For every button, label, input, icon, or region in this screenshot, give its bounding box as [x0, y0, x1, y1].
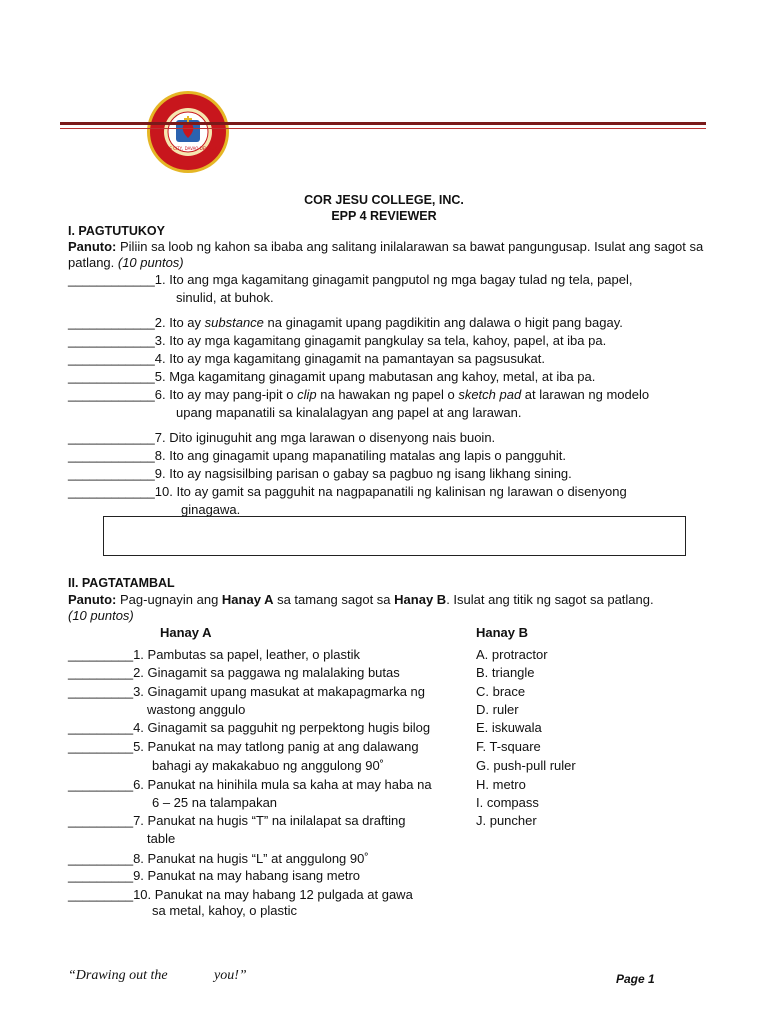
footer-motto-start: “Drawing out the: [68, 968, 168, 983]
school-seal: [146, 90, 230, 174]
item-number: 7.: [154, 430, 166, 445]
item-text: Ginagamit sa pagguhit ng perpektong hugis bilog: [143, 720, 431, 735]
item-text: Panukat na may tatlong panig at ang dalawang: [143, 739, 419, 754]
item-term: sketch pad: [458, 387, 522, 402]
answer-blank: _________: [68, 684, 134, 699]
item-text: Ito ang mga kagamitang ginagamit pangputol ng mga bagay tulad ng tela, papel,: [165, 272, 633, 287]
part1-item: [68, 386, 708, 404]
answer-blank: ____________: [68, 272, 155, 287]
item-number: 7.: [133, 813, 144, 828]
item-text: na hawakan ng papel o: [316, 387, 459, 402]
hanay-a-item: [68, 683, 425, 701]
header-rule-thin: [60, 128, 706, 129]
item-number: 3.: [133, 684, 144, 699]
item-text: Ito ay nagsisilbing parisan o gabay sa pagbuo ng isang likhang sining.: [165, 466, 572, 481]
item-continuation: bahagi ay makakabuo ng anggulong 90˚: [152, 758, 385, 773]
answer-blank: _________: [68, 777, 134, 792]
part1-item: [68, 350, 708, 368]
item-term: substance: [204, 315, 264, 330]
footer-motto-end: you!”: [214, 968, 247, 983]
school-name: COR JESU COLLEGE, INC.: [304, 193, 464, 207]
item-text: Panukat na may habang 12 pulgada at gawa: [151, 887, 413, 902]
answer-blank: ____________: [68, 430, 155, 445]
hanay-a-item: [68, 776, 432, 794]
page-number: Page 1: [616, 972, 655, 986]
item-continuation: ginagawa.: [181, 502, 241, 517]
hanay-a-item: [68, 646, 360, 664]
item-number: 1.: [133, 647, 144, 662]
hanay-a-item: [68, 850, 369, 868]
item-text: Ito ay mga kagamitang ginagamit pangkulay sa tela, kahoy, papel, at iba pa.: [165, 333, 607, 348]
item-text: Panukat na hugis “T” na inilalapat sa drafting: [143, 813, 406, 828]
seal-logo-icon: [146, 90, 230, 174]
part1-item: [68, 314, 708, 332]
answer-blank: _________: [68, 720, 134, 735]
item-number: 4.: [133, 720, 144, 735]
item-number: 8.: [154, 448, 166, 463]
hanay-b-item: A. protractor: [476, 647, 548, 662]
item-number: 8.: [133, 851, 144, 866]
instr-points: (10 puntos): [117, 255, 184, 270]
column-b-heading: Hanay B: [476, 625, 529, 640]
answer-blank: ____________: [68, 387, 155, 402]
item-number: 5.: [154, 369, 166, 384]
hanay-a-item: [68, 719, 430, 737]
item-text: Panukat na hinihila mula sa kaha at may haba na: [143, 777, 432, 792]
answer-blank: ____________: [68, 351, 155, 366]
hanay-a-item: [68, 812, 406, 830]
answer-blank: _________: [68, 851, 134, 866]
part1-item: [68, 429, 708, 447]
instr-hanay-b: Hanay B: [394, 592, 447, 607]
item-text: Ginagamit upang masukat at makapagmarka ng: [143, 684, 426, 699]
answer-blank: _________: [68, 739, 134, 754]
item-number: 9.: [154, 466, 166, 481]
answer-blank: _________: [68, 813, 134, 828]
hanay-a-item: [68, 738, 419, 756]
item-continuation: 6 – 25 na talampakan: [152, 795, 278, 810]
hanay-b-item: I. compass: [476, 795, 539, 810]
item-number: 4.: [154, 351, 166, 366]
item-continuation: wastong anggulo: [147, 702, 246, 717]
document-title: EPP 4 REVIEWER: [331, 209, 437, 223]
hanay-b-item: J. puncher: [476, 813, 537, 828]
item-text: Ito ay: [165, 315, 205, 330]
item-continuation: sinulid, at buhok.: [176, 290, 274, 305]
part1-item: [68, 465, 708, 483]
hanay-a-item: [68, 664, 400, 682]
item-number: 9.: [133, 868, 144, 883]
item-number: 10.: [154, 484, 173, 499]
answer-blank: _________: [68, 887, 134, 902]
instr-label: Panuto:: [68, 592, 117, 607]
answer-blank: _________: [68, 868, 134, 883]
item-number: 6.: [154, 387, 166, 402]
item-text: Mga kagamitang ginagamit upang mabutasan ang kahoy, metal, at iba pa.: [165, 369, 596, 384]
item-continuation: upang mapanatili sa kinalalagyan ang papel at ang larawan.: [176, 405, 522, 420]
hanay-b-item: F. T-square: [476, 739, 541, 754]
item-number: 6.: [133, 777, 144, 792]
part1-instructions: [68, 239, 708, 271]
instr-label: Panuto:: [68, 239, 117, 254]
answer-blank: _________: [68, 647, 134, 662]
item-text: at larawan ng modelo: [521, 387, 650, 402]
item-text: Dito iginuguhit ang mga larawan o disenyong nais buoin.: [165, 430, 496, 445]
hanay-b-item: C. brace: [476, 684, 526, 699]
item-number: 2.: [133, 665, 144, 680]
item-number: 2.: [154, 315, 166, 330]
instr-text-c: . Isulat ang titik ng sagot sa patlang.: [446, 592, 654, 607]
column-a-heading: Hanay A: [160, 625, 212, 640]
part1-item: [68, 447, 708, 465]
item-continuation: table: [147, 831, 176, 846]
answer-blank: ____________: [68, 448, 155, 463]
part2-heading: II. PAGTATAMBAL: [68, 576, 175, 590]
item-text: Panukat na may habang isang metro: [143, 868, 361, 883]
part1-item: [68, 368, 708, 386]
instr-text-a: Pag-ugnayin ang: [116, 592, 222, 607]
hanay-a-item: [68, 867, 360, 885]
item-text: Ito ay mga kagamitang ginagamit na pamantayan sa pagsusukat.: [165, 351, 546, 366]
part2-instructions: [68, 592, 708, 624]
answer-choices-box: [103, 516, 686, 556]
instr-text: Piliin sa loob ng kahon sa ibaba ang salitang inilalarawan sa bawat pangungusap. Isulat ang sagot sa patlang.: [68, 239, 704, 270]
answer-blank: ____________: [68, 484, 155, 499]
instr-points: (10 puntos): [68, 608, 134, 623]
part1-heading: I. PAGTUTUKOY: [68, 224, 165, 238]
hanay-b-item: D. ruler: [476, 702, 519, 717]
item-number: 3.: [154, 333, 166, 348]
item-number: 1.: [154, 272, 166, 287]
answer-blank: ____________: [68, 333, 155, 348]
item-text: Pambutas sa papel, leather, o plastik: [143, 647, 360, 662]
part1-item: [68, 271, 708, 289]
answer-blank: _________: [68, 665, 134, 680]
instr-text-b: sa tamang sagot sa: [273, 592, 395, 607]
part1-item: [68, 483, 708, 501]
part1-item: [68, 332, 708, 350]
item-text: Ito ay gamit sa pagguhit na nagpapanatili ng kalinisan ng larawan o disenyong: [172, 484, 627, 499]
item-number: 5.: [133, 739, 144, 754]
answer-blank: ____________: [68, 369, 155, 384]
answer-blank: ____________: [68, 466, 155, 481]
item-text: Ito ay may pang-ipit o: [165, 387, 298, 402]
item-text: na ginagamit upang pagdikitin ang dalawa o higit pang bagay.: [263, 315, 623, 330]
item-number: 10.: [133, 887, 152, 902]
svg-text:DIGOS CITY, DAVAO DEL SUR: DIGOS CITY, DAVAO DEL SUR: [158, 146, 218, 151]
answer-blank: ____________: [68, 315, 155, 330]
hanay-b-item: E. iskuwala: [476, 720, 542, 735]
item-text: Ginagamit sa paggawa ng malalaking butas: [143, 665, 400, 680]
item-continuation: sa metal, kahoy, o plastic: [152, 903, 297, 918]
hanay-b-item: B. triangle: [476, 665, 535, 680]
item-text: Ito ang ginagamit upang mapanatiling matalas ang lapis o pangguhit.: [165, 448, 567, 463]
item-term: clip: [297, 387, 317, 402]
header-rule-thick: [60, 122, 706, 125]
hanay-b-item: G. push-pull ruler: [476, 758, 576, 773]
hanay-b-item: H. metro: [476, 777, 526, 792]
item-text: Panukat na hugis “L” at anggulong 90˚: [143, 851, 369, 866]
instr-hanay-a: Hanay A: [221, 592, 274, 607]
